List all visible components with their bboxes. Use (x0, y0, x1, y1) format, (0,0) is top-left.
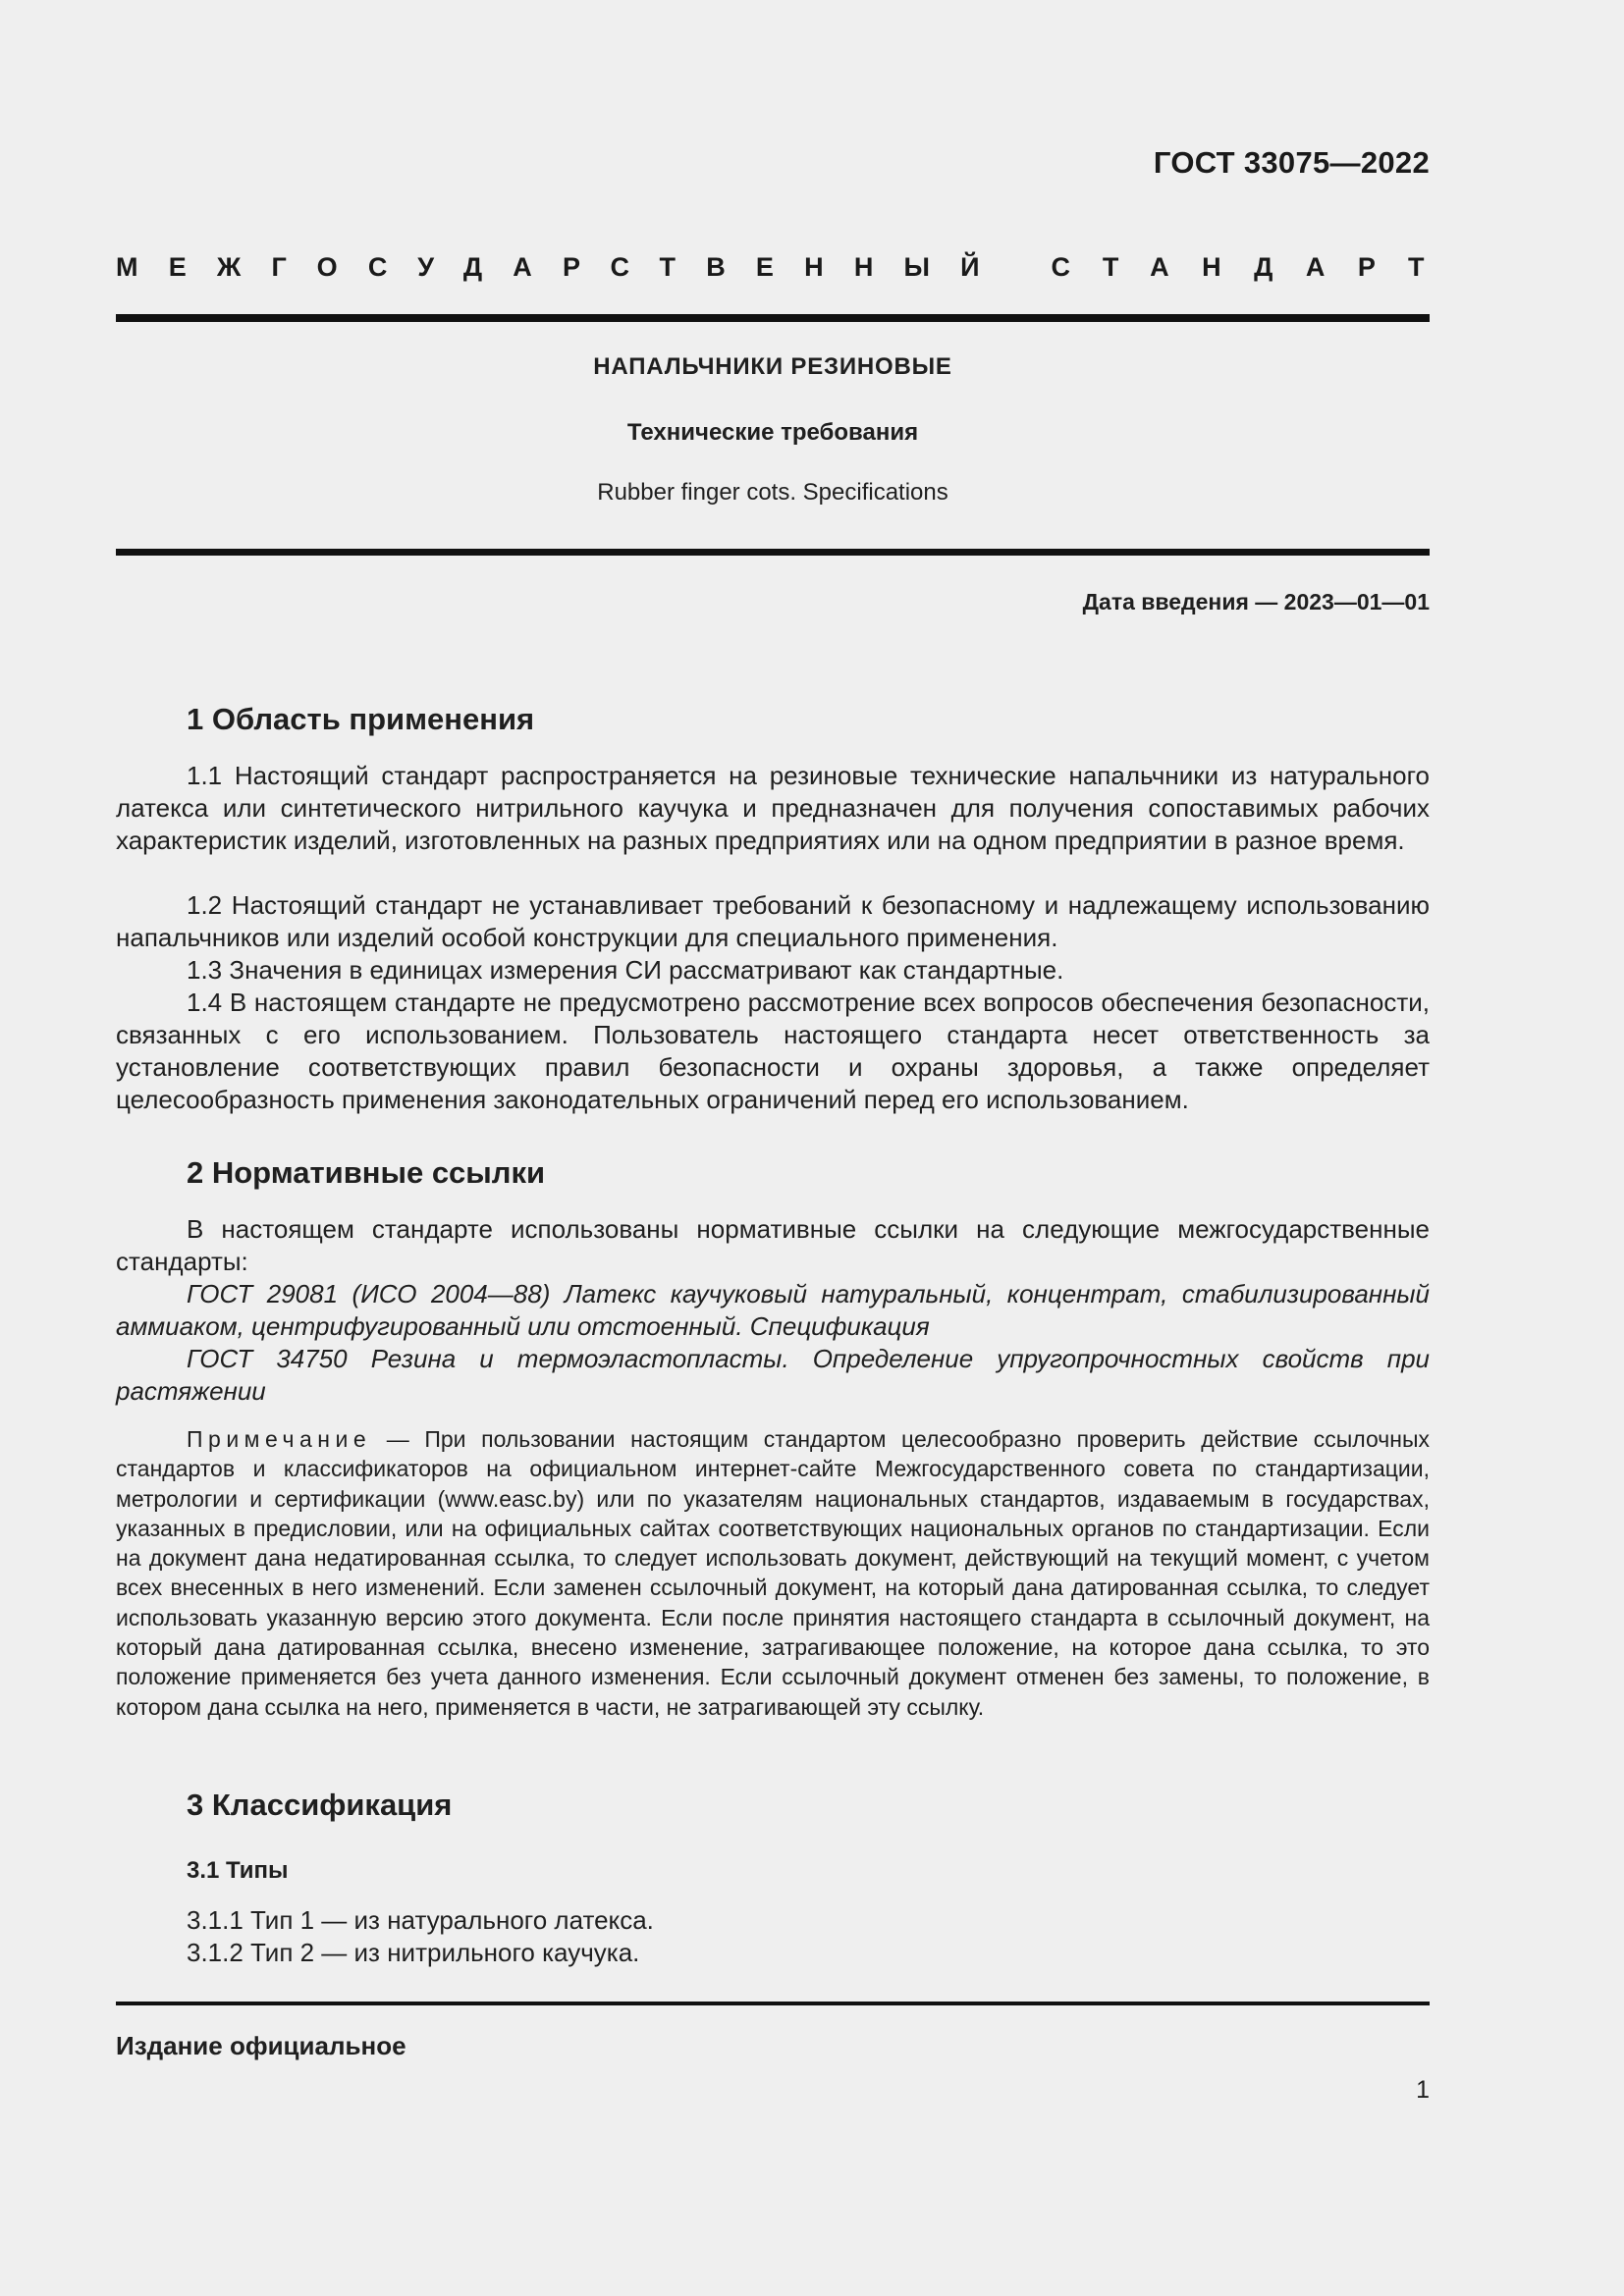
note-label: Примечание (187, 1426, 372, 1452)
section-3-1-heading: 3.1 Типы (187, 1857, 289, 1884)
title-divider (116, 549, 1430, 556)
date-of-introduction: Дата введения — 2023—01—01 (1082, 589, 1430, 614)
document-title: НАПАЛЬЧНИКИ РЕЗИНОВЫЕ (593, 353, 952, 380)
type-1-item: 3.1.1 Тип 1 — из натурального латекса. (187, 1905, 654, 1935)
footer-divider (116, 2002, 1430, 2005)
top-divider (116, 314, 1430, 322)
standard-type-word-interstate: МЕЖГОСУДАРСТВЕННЫЙ (116, 252, 1010, 282)
normative-ref-gost-29081: ГОСТ 29081 (ИСО 2004—88) Латекс каучуковый натуральный, концентрат, стабилизированный аммиаком, центрифугированный или отстоенный. Спецификация (116, 1279, 1430, 1341)
normative-ref-gost-34750: ГОСТ 34750 Резина и термоэластопласты. Определение упругопрочностных свойств при растяжении (116, 1344, 1430, 1406)
document-page (116, 0, 1457, 2296)
paragraph-1-3: 1.3 Значения в единицах измерения СИ рассматривают как стандартные. (187, 955, 1064, 985)
paragraph-1-1: 1.1 Настоящий стандарт распространяется на резиновые технические напальчники из натурального латекса или синтетического нитрильного каучука и предназначен для получения сопоставимых рабочих характеристик изделий, изготовленных на разных предприятиях или на одном предприятии в разное время. (116, 761, 1430, 855)
paragraph-1-2: 1.2 Настоящий стандарт не устанавливает требований к безопасному и надлежащему использованию напальчников или изделий особой конструкции для специального применения. (116, 890, 1430, 952)
section-3-heading: 3 Классификация (187, 1788, 453, 1822)
section-2-heading: 2 Нормативные ссылки (187, 1155, 546, 1190)
document-title-english: Rubber finger cots. Specifications (597, 479, 948, 506)
official-edition-label: Издание официальное (116, 2031, 406, 2060)
note-text: — При пользовании настоящим стандартом целесообразно проверить действие ссылочных стандартов и классификаторов на официальном интернет-сайте Межгосударственного совета по стандартизации, метрологии и сертификации (www.easc.by) или по указателям национальных стандартов, издаваемым в государствах, указанных в предисловии, или на официальных сайтах соответствующих национальных органов по стандартизации. Если на документ дана недатированная ссылка, то следует использовать документ, действующий на текущий момент, с учетом всех внесенных в него изменений. Если заменен ссылочный документ, на который дана датированная ссылка, то следует использовать указанную версию этого документа. Если после принятия настоящего стандарта в ссылочный документ, на который дана датированная ссылка, внесено изменение, затрагивающее положение, на которое дана ссылка, то это положение применяется без учета данного изменения. Если ссылочный документ отменен без замены, то положение, в котором дана ссылка на него, применяется в части, не затрагивающей эту ссылку. (116, 1426, 1430, 1720)
gost-number: ГОСТ 33075—2022 (1153, 145, 1430, 180)
note-paragraph (116, 1424, 1430, 1722)
document-subtitle: Технические требования (626, 419, 919, 446)
page-number: 1 (1416, 2076, 1430, 2104)
section-1-heading: 1 Область применения (187, 702, 535, 736)
standard-type-banner (116, 252, 1457, 292)
type-2-item: 3.1.2 Тип 2 — из нитрильного каучука. (187, 1938, 640, 1967)
normative-intro: В настоящем стандарте использованы нормативные ссылки на следующие межгосударственные стандарты: (116, 1214, 1430, 1276)
standard-type-word-standard: СТАНДАРТ (1051, 252, 1457, 282)
paragraph-1-4: 1.4 В настоящем стандарте не предусмотрено рассмотрение всех вопросов обеспечения безопасности, связанных с его использованием. Пользователь настоящего стандарта несет ответственность за установление соответствующих правил безопасности и охраны здоровья, а также определяет целесообразность применения законодательных ограничений перед его использованием. (116, 988, 1430, 1114)
